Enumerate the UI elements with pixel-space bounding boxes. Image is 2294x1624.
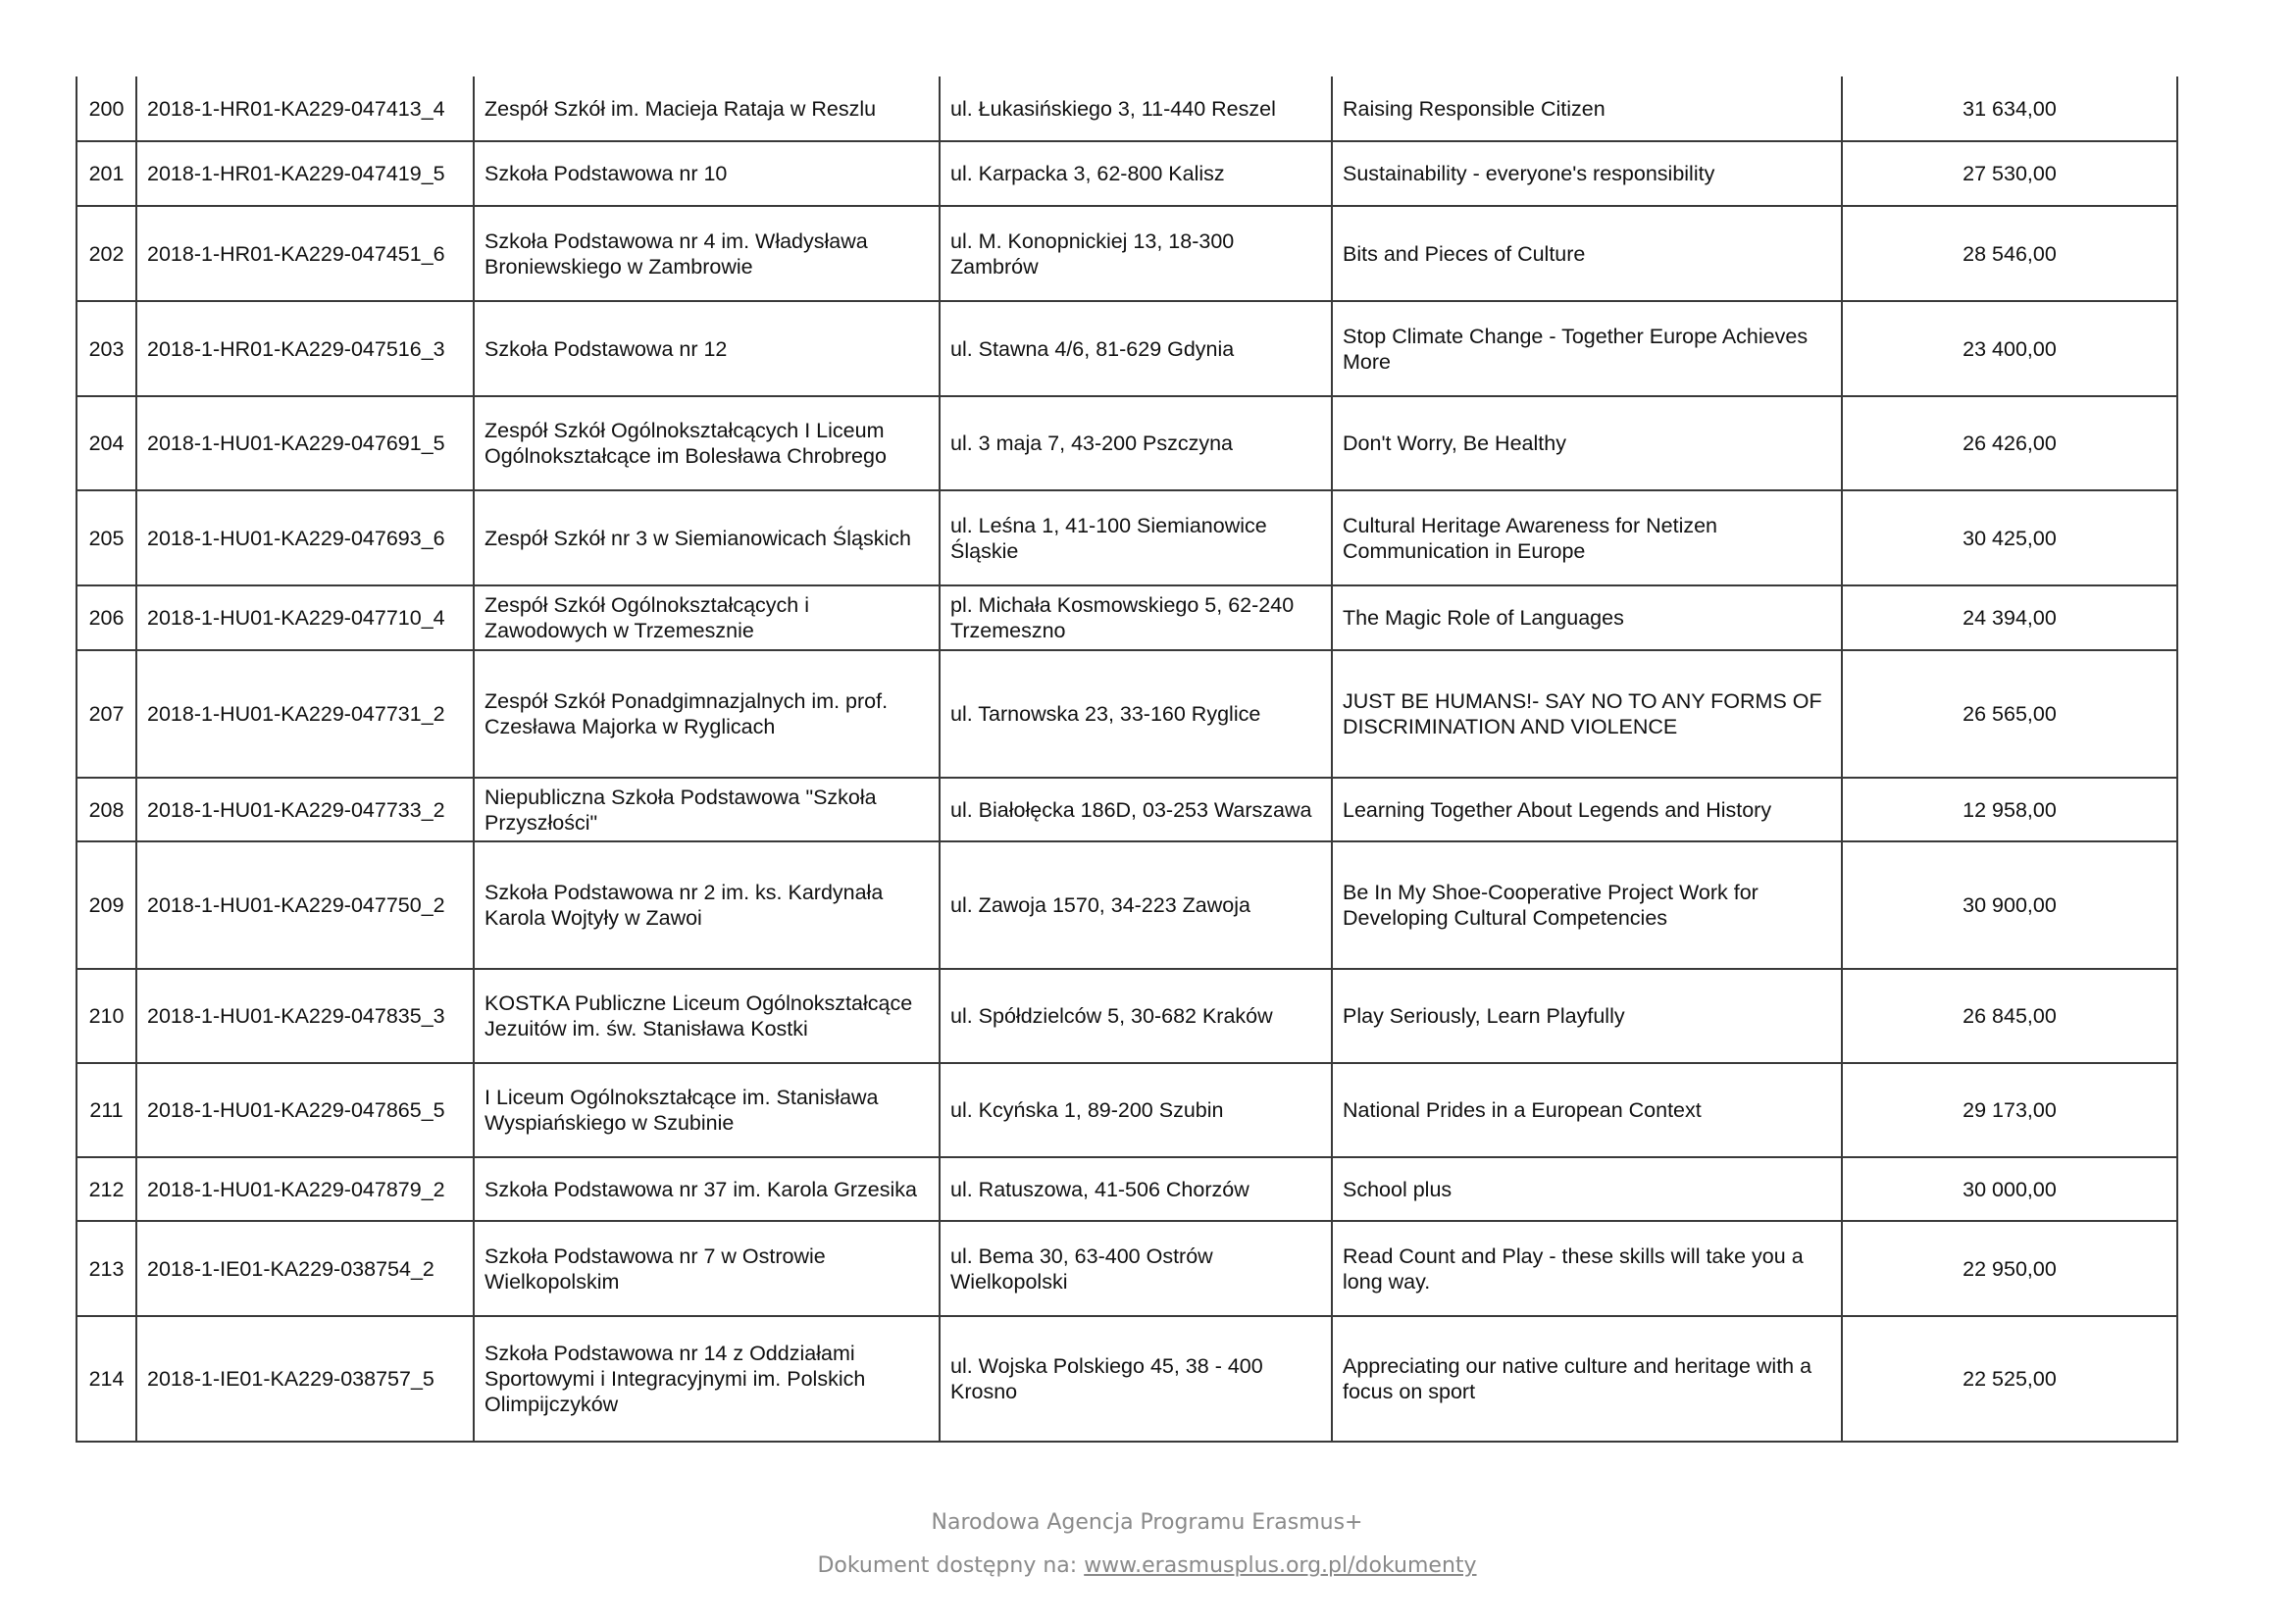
project-title-cell: Be In My Shoe-Cooperative Project Work for Developing Cultural Competencies — [1332, 841, 1842, 969]
institution-address-cell: ul. 3 maja 7, 43-200 Pszczyna — [940, 396, 1332, 490]
footer-agency: Narodowa Agencja Programu Erasmus+ — [931, 1510, 1363, 1535]
project-title-cell: Appreciating our native culture and heritage with a focus on sport — [1332, 1316, 1842, 1442]
table-row — [76, 396, 2177, 490]
project-id-cell: 2018-1-HR01-KA229-047413_4 — [136, 76, 474, 141]
project-id-cell: 2018-1-HU01-KA229-047865_5 — [136, 1063, 474, 1157]
row-number-cell: 212 — [76, 1157, 136, 1221]
project-id-cell: 2018-1-HU01-KA229-047731_2 — [136, 650, 474, 778]
table-row — [76, 1221, 2177, 1316]
project-title-cell: Raising Responsible Citizen — [1332, 76, 1842, 141]
grant-amount-cell: 31 634,00 — [1842, 76, 2177, 141]
project-title-cell: Stop Climate Change - Together Europe Achieves More — [1332, 301, 1842, 396]
project-id-cell: 2018-1-HR01-KA229-047419_5 — [136, 141, 474, 206]
table-row — [76, 141, 2177, 206]
project-id-cell: 2018-1-IE01-KA229-038757_5 — [136, 1316, 474, 1442]
table-row — [76, 841, 2177, 969]
grant-amount-cell: 30 900,00 — [1842, 841, 2177, 969]
project-id-cell: 2018-1-HR01-KA229-047516_3 — [136, 301, 474, 396]
project-title-cell: Play Seriously, Learn Playfully — [1332, 969, 1842, 1063]
institution-name-cell: Szkoła Podstawowa nr 12 — [474, 301, 940, 396]
institution-address-cell: ul. M. Konopnickiej 13, 18-300 Zambrów — [940, 206, 1332, 301]
grant-amount-cell: 26 845,00 — [1842, 969, 2177, 1063]
institution-name-cell: Niepubliczna Szkoła Podstawowa "Szkoła Przyszłości" — [474, 778, 940, 841]
institution-name-cell: Szkoła Podstawowa nr 7 w Ostrowie Wielkopolskim — [474, 1221, 940, 1316]
row-number-cell: 200 — [76, 76, 136, 141]
grant-amount-cell: 24 394,00 — [1842, 585, 2177, 650]
project-id-cell: 2018-1-HU01-KA229-047693_6 — [136, 490, 474, 585]
project-id-cell: 2018-1-HU01-KA229-047733_2 — [136, 778, 474, 841]
grant-amount-cell: 26 426,00 — [1842, 396, 2177, 490]
grant-amount-cell: 26 565,00 — [1842, 650, 2177, 778]
project-title-cell: Learning Together About Legends and History — [1332, 778, 1842, 841]
project-id-cell: 2018-1-HU01-KA229-047710_4 — [136, 585, 474, 650]
footer-available-prefix: Dokument dostępny na: — [817, 1553, 1085, 1578]
row-number-cell: 207 — [76, 650, 136, 778]
grants-table-body — [76, 76, 2177, 1442]
institution-name-cell: Szkoła Podstawowa nr 10 — [474, 141, 940, 206]
grant-amount-cell: 22 525,00 — [1842, 1316, 2177, 1442]
table-row — [76, 969, 2177, 1063]
project-title-cell: Read Count and Play - these skills will take you a long way. — [1332, 1221, 1842, 1316]
institution-name-cell: Szkoła Podstawowa nr 2 im. ks. Kardynała Karola Wojtyły w Zawoi — [474, 841, 940, 969]
project-id-cell: 2018-1-HU01-KA229-047691_5 — [136, 396, 474, 490]
project-id-cell: 2018-1-HU01-KA229-047750_2 — [136, 841, 474, 969]
institution-address-cell: ul. Karpacka 3, 62-800 Kalisz — [940, 141, 1332, 206]
institution-address-cell: ul. Wojska Polskiego 45, 38 - 400 Krosno — [940, 1316, 1332, 1442]
table-row — [76, 1316, 2177, 1442]
table-row — [76, 490, 2177, 585]
table-row — [76, 206, 2177, 301]
row-number-cell: 201 — [76, 141, 136, 206]
table-row — [76, 76, 2177, 141]
project-title-cell: Bits and Pieces of Culture — [1332, 206, 1842, 301]
row-number-cell: 202 — [76, 206, 136, 301]
institution-address-cell: pl. Michała Kosmowskiego 5, 62-240 Trzemeszno — [940, 585, 1332, 650]
project-id-cell: 2018-1-HU01-KA229-047879_2 — [136, 1157, 474, 1221]
row-number-cell: 214 — [76, 1316, 136, 1442]
institution-address-cell: ul. Białołęcka 186D, 03-253 Warszawa — [940, 778, 1332, 841]
table-row — [76, 585, 2177, 650]
institution-address-cell: ul. Tarnowska 23, 33-160 Ryglice — [940, 650, 1332, 778]
institution-address-cell: ul. Łukasińskiego 3, 11-440 Reszel — [940, 76, 1332, 141]
project-title-cell: The Magic Role of Languages — [1332, 585, 1842, 650]
grant-amount-cell: 22 950,00 — [1842, 1221, 2177, 1316]
row-number-cell: 206 — [76, 585, 136, 650]
project-title-cell: JUST BE HUMANS!- SAY NO TO ANY FORMS OF DISCRIMINATION AND VIOLENCE — [1332, 650, 1842, 778]
institution-name-cell: Zespół Szkół Ogólnokształcących I Liceum Ogólnokształcące im Bolesława Chrobrego — [474, 396, 940, 490]
institution-name-cell: Szkoła Podstawowa nr 37 im. Karola Grzesika — [474, 1157, 940, 1221]
institution-address-cell: ul. Zawoja 1570, 34-223 Zawoja — [940, 841, 1332, 969]
grant-amount-cell: 28 546,00 — [1842, 206, 2177, 301]
institution-name-cell: KOSTKA Publiczne Liceum Ogólnokształcące Jezuitów im. św. Stanisława Kostki — [474, 969, 940, 1063]
row-number-cell: 210 — [76, 969, 136, 1063]
row-number-cell: 208 — [76, 778, 136, 841]
row-number-cell: 213 — [76, 1221, 136, 1316]
grant-amount-cell: 23 400,00 — [1842, 301, 2177, 396]
documents-link[interactable]: www.erasmusplus.org.pl/dokumenty — [1084, 1553, 1477, 1578]
institution-name-cell: Zespół Szkół im. Macieja Rataja w Reszlu — [474, 76, 940, 141]
grant-amount-cell: 12 958,00 — [1842, 778, 2177, 841]
project-id-cell: 2018-1-HR01-KA229-047451_6 — [136, 206, 474, 301]
row-number-cell: 203 — [76, 301, 136, 396]
row-number-cell: 205 — [76, 490, 136, 585]
grant-amount-cell: 29 173,00 — [1842, 1063, 2177, 1157]
project-title-cell: National Prides in a European Context — [1332, 1063, 1842, 1157]
institution-name-cell: Zespół Szkół nr 3 w Siemianowicach Śląskich — [474, 490, 940, 585]
table-row — [76, 1157, 2177, 1221]
footer-availability — [0, 1553, 2294, 1578]
project-title-cell: Sustainability - everyone's responsibility — [1332, 141, 1842, 206]
project-title-cell: Don't Worry, Be Healthy — [1332, 396, 1842, 490]
institution-address-cell: ul. Spółdzielców 5, 30-682 Kraków — [940, 969, 1332, 1063]
project-id-cell: 2018-1-HU01-KA229-047835_3 — [136, 969, 474, 1063]
institution-address-cell: ul. Stawna 4/6, 81-629 Gdynia — [940, 301, 1332, 396]
institution-name-cell: Zespół Szkół Ponadgimnazjalnych im. prof. Czesława Majorka w Ryglicach — [474, 650, 940, 778]
institution-name-cell: I Liceum Ogólnokształcące im. Stanisława Wyspiańskiego w Szubinie — [474, 1063, 940, 1157]
institution-address-cell: ul. Kcyńska 1, 89-200 Szubin — [940, 1063, 1332, 1157]
grant-amount-cell: 30 000,00 — [1842, 1157, 2177, 1221]
row-number-cell: 211 — [76, 1063, 136, 1157]
grant-amount-cell: 30 425,00 — [1842, 490, 2177, 585]
project-id-cell: 2018-1-IE01-KA229-038754_2 — [136, 1221, 474, 1316]
institution-name-cell: Zespół Szkół Ogólnokształcących i Zawodowych w Trzemesznie — [474, 585, 940, 650]
institution-name-cell: Szkoła Podstawowa nr 14 z Oddziałami Sportowymi i Integracyjnymi im. Polskich Olimpijczyków — [474, 1316, 940, 1442]
grants-table — [76, 76, 2178, 1443]
grant-amount-cell: 27 530,00 — [1842, 141, 2177, 206]
project-title-cell: Cultural Heritage Awareness for Netizen Communication in Europe — [1332, 490, 1842, 585]
table-row — [76, 778, 2177, 841]
institution-address-cell: ul. Ratuszowa, 41-506 Chorzów — [940, 1157, 1332, 1221]
project-title-cell: School plus — [1332, 1157, 1842, 1221]
row-number-cell: 204 — [76, 396, 136, 490]
row-number-cell: 209 — [76, 841, 136, 969]
institution-name-cell: Szkoła Podstawowa nr 4 im. Władysława Broniewskiego w Zambrowie — [474, 206, 940, 301]
institution-address-cell: ul. Leśna 1, 41-100 Siemianowice Śląskie — [940, 490, 1332, 585]
table-row — [76, 1063, 2177, 1157]
institution-address-cell: ul. Bema 30, 63-400 Ostrów Wielkopolski — [940, 1221, 1332, 1316]
table-row — [76, 650, 2177, 778]
table-row — [76, 301, 2177, 396]
